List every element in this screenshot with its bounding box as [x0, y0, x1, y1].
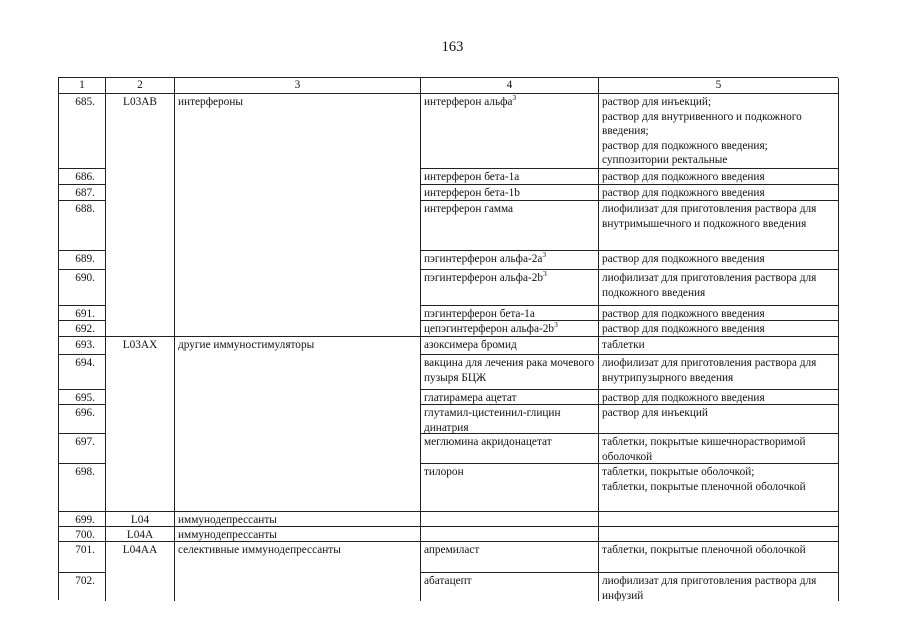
drug-name: цепэгинтерферон альфа-$2b^3$ — [421, 321, 599, 337]
atc-code: L04A — [106, 527, 175, 542]
row-number: 699. — [59, 512, 106, 527]
atc-group: иммунодепрессанты — [175, 527, 421, 542]
drug-name: интерферон бета-1b — [421, 185, 599, 201]
row-number: 686. — [59, 169, 106, 185]
dosage-form: лиофилизат для приготовления раствора для подкожного введения — [599, 270, 839, 306]
row-number: 695. — [59, 390, 106, 405]
row-number: 700. — [59, 527, 106, 542]
drug-name: пэгинтерферон бета-1a — [421, 306, 599, 321]
row-number: 685. — [59, 94, 106, 169]
column-header-5: 5 — [599, 78, 839, 94]
atc-code: L03AX — [106, 337, 175, 512]
row-number: 689. — [59, 251, 106, 270]
atc-group: другие иммуностимуляторы — [175, 337, 421, 512]
dosage-form: таблетки — [599, 337, 839, 355]
column-header-4: 4 — [421, 78, 599, 94]
dosage-form: раствор для инъекций — [599, 405, 839, 434]
page-number: 163 — [441, 39, 464, 55]
row-number: 696. — [59, 405, 106, 434]
drug-name: глутамил-цистеинил-глицин динатрия — [421, 405, 599, 434]
dosage-form: раствор для подкожного введения — [599, 185, 839, 201]
drug-name: меглюмина акридонацетат — [421, 434, 599, 464]
dosage-form: таблетки, покрытые оболочкой; таблетки, покрытые пленочной оболочкой — [599, 464, 839, 512]
atc-code: L03AB — [106, 94, 175, 337]
column-header-2: 2 — [106, 78, 175, 94]
dosage-form: раствор для подкожного введения — [599, 169, 839, 185]
footnote-marker: 3 — [543, 270, 547, 279]
row-number: 691. — [59, 306, 106, 321]
drug-name: вакцина для лечения рака мочевого пузыря БЦЖ — [421, 355, 599, 390]
footnote-marker: 3 — [512, 94, 517, 103]
dosage-form — [599, 512, 839, 527]
row-number: 701. — [59, 542, 106, 573]
column-header-1: 1 — [59, 78, 106, 94]
drug-name: интерферон альфа$^3$ — [421, 94, 599, 169]
dosage-form: раствор для подкожного введения — [599, 306, 839, 321]
drug-name: абатацепт — [421, 573, 599, 601]
dosage-form: раствор для подкожного введения — [599, 251, 839, 270]
drug-name — [421, 512, 599, 527]
dosage-form — [599, 527, 839, 542]
atc-code: L04AA — [106, 542, 175, 601]
atc-group: селективные иммунодепрессанты — [175, 542, 421, 601]
footnote-marker: 3 — [554, 321, 558, 330]
drug-name: тилорон — [421, 464, 599, 512]
drug-name: глатирамера ацетат — [421, 390, 599, 405]
atc-code: L04 — [106, 512, 175, 527]
drug-name: апремиласт — [421, 542, 599, 573]
dosage-form: раствор для инъекций; раствор для внутривенного и подкожного введения; раствор для подкожного введения; суппозитории ректальные — [599, 94, 839, 169]
drug-name: азоксимера бромид — [421, 337, 599, 355]
row-number: 693. — [59, 337, 106, 355]
drug-name: пэгинтерферон альфа-$2a^3$ — [421, 251, 599, 270]
dosage-form: раствор для подкожного введения — [599, 321, 839, 337]
dosage-form: лиофилизат для приготовления раствора для внутрипузырного введения — [599, 355, 839, 390]
dosage-form: раствор для подкожного введения — [599, 390, 839, 405]
row-number: 690. — [59, 270, 106, 306]
drug-name: пэгинтерферон альфа-$2b^3$ — [421, 270, 599, 306]
atc-group: иммунодепрессанты — [175, 512, 421, 527]
dosage-form: таблетки, покрытые кишечнорастворимой оболочкой — [599, 434, 839, 464]
row-number: 697. — [59, 434, 106, 464]
row-number: 687. — [59, 185, 106, 201]
footnote-marker: 3 — [542, 251, 547, 260]
column-header-3: 3 — [175, 78, 421, 94]
drug-name: интерферон гамма — [421, 201, 599, 251]
atc-group: интерфероны — [175, 94, 421, 337]
dosage-form: лиофилизат для приготовления раствора для инфузий — [599, 573, 839, 601]
drug-name — [421, 527, 599, 542]
row-number: 694. — [59, 355, 106, 390]
drug-table — [58, 77, 838, 600]
dosage-form: лиофилизат для приготовления раствора для внутримышечного и подкожного введения — [599, 201, 839, 251]
row-number: 702. — [59, 573, 106, 601]
drug-name: интерферон бета-1a — [421, 169, 599, 185]
row-number: 688. — [59, 201, 106, 251]
dosage-form: таблетки, покрытые пленочной оболочкой — [599, 542, 839, 573]
row-number: 692. — [59, 321, 106, 337]
row-number: 698. — [59, 464, 106, 512]
